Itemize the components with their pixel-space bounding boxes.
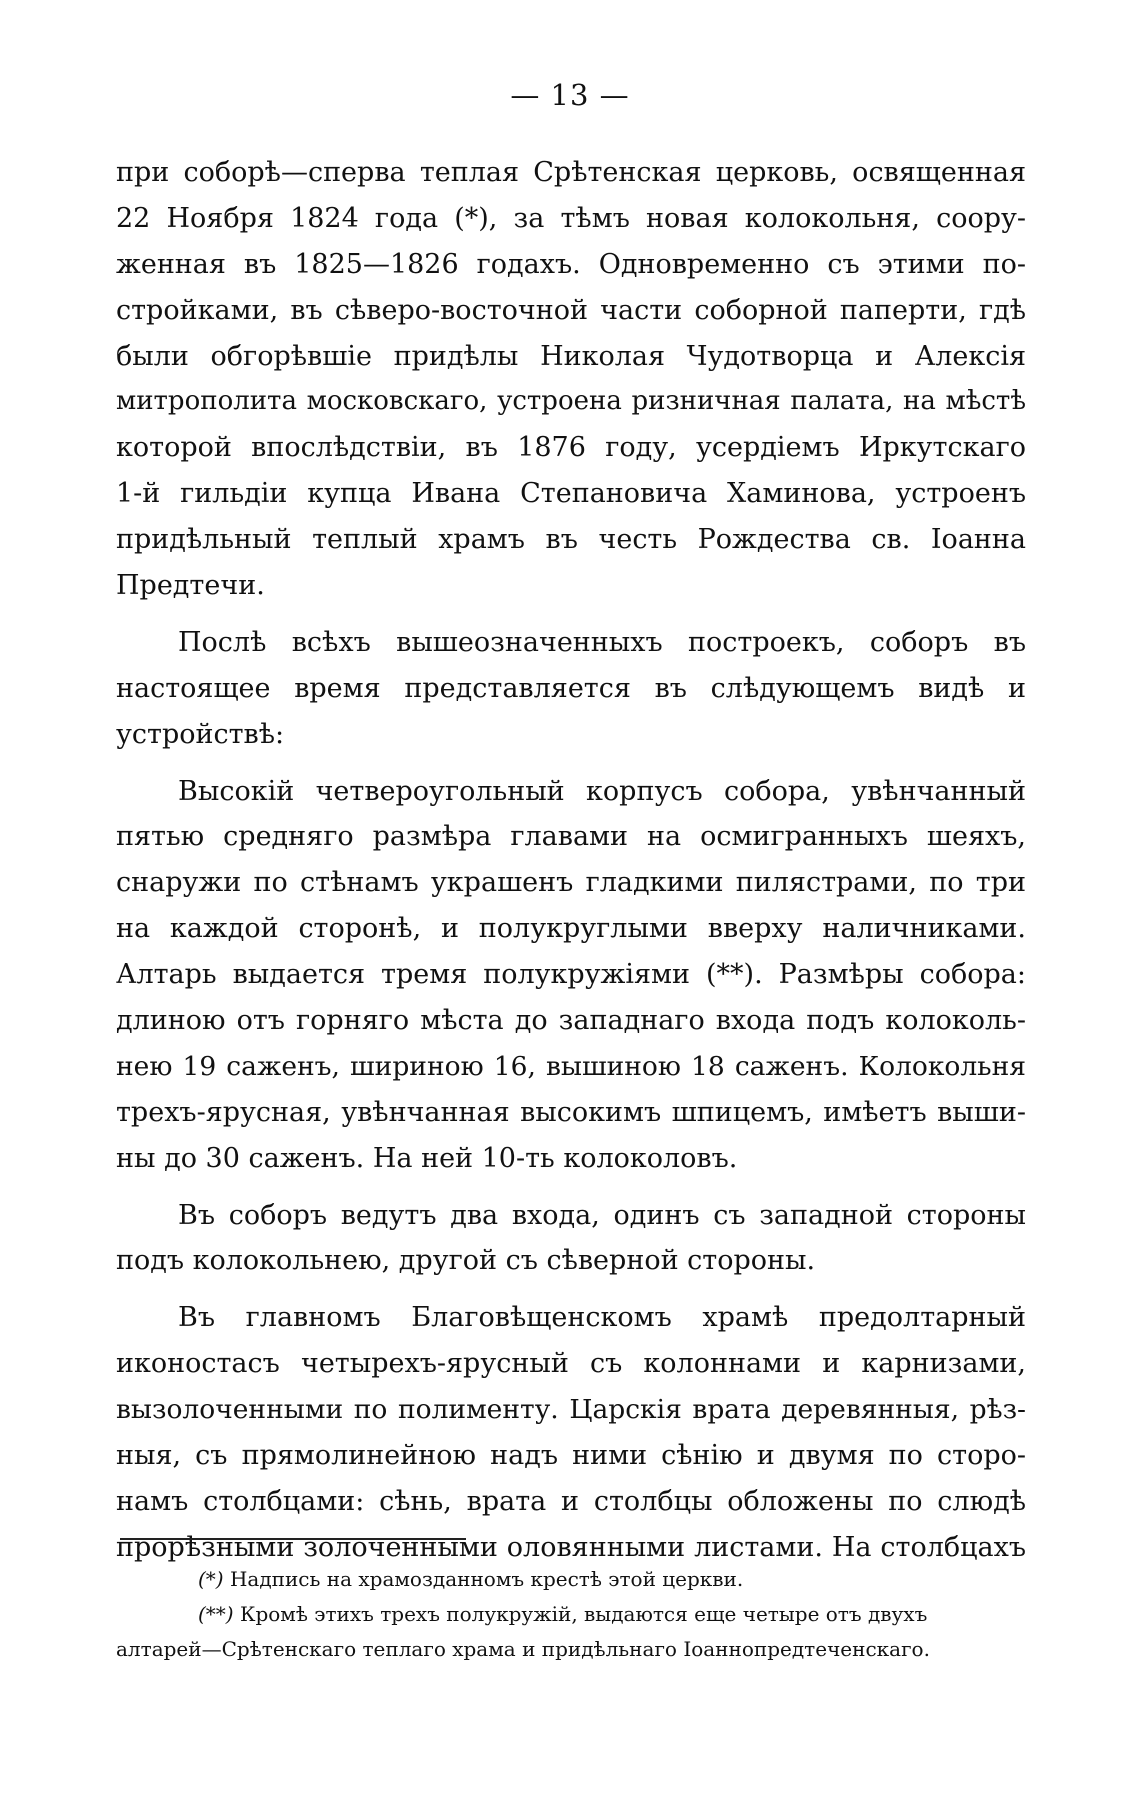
footnotes <box>116 1562 1026 1667</box>
text-line: пятью средняго размѣра главами на осмигранныхъ шеяхъ, <box>116 821 1026 853</box>
text-line: иконостасъ четырехъ-ярусный съ колоннами и карнизами, <box>116 1348 1026 1380</box>
text-line: Въ соборъ ведутъ два входа, одинъ съ западной стороны <box>178 1199 1026 1231</box>
text-line: длиною отъ горняго мѣста до западнаго входа подъ колоколь- <box>116 1005 1026 1037</box>
paragraph-3 <box>116 769 1026 1182</box>
footnote-1 <box>116 1562 1026 1597</box>
text-line: трехъ-ярусная, увѣнчанная высокимъ шпицемъ, имѣетъ выши- <box>116 1096 1026 1128</box>
text-line: были обгорѣвшіе придѣлы Николая Чудотворца и Алексія <box>116 340 1026 372</box>
text-line: Алтарь выдается тремя полукружіями (**). Размѣры собора: <box>116 959 1026 991</box>
text-line: на каждой сторонѣ, и полукруглыми вверху наличниками. <box>116 913 1026 945</box>
text-line: 22 Ноября 1824 года (*), за тѣмъ новая колокольня, соору- <box>116 202 1026 234</box>
text-line: устройствѣ: <box>116 718 285 750</box>
body-text <box>116 150 1026 1571</box>
text-line: настоящее время представляется въ слѣдующемъ видѣ и <box>116 672 1026 704</box>
text-line: митрополита московскаго, устроена ризничная палата, на мѣстѣ <box>116 386 1026 417</box>
text-line: Послѣ всѣхъ вышеозначенныхъ построекъ, соборъ въ <box>178 626 1026 658</box>
paragraph-1 <box>116 150 1026 609</box>
paragraph-5 <box>116 1295 1026 1570</box>
text-line: вызолоченными по полименту. Царскія врата деревянныя, рѣз- <box>116 1394 1026 1426</box>
footnote-line <box>116 1562 1026 1597</box>
footnote-mark: (**) <box>198 1602 234 1626</box>
footnote-2 <box>116 1597 1026 1667</box>
text-line: ны до 30 саженъ. На ней 10-ть колоколовъ. <box>116 1142 738 1174</box>
footnote-divider <box>120 1538 466 1540</box>
paragraph-2 <box>116 620 1026 758</box>
text-line: прорѣзными золоченными оловянными листами. На столбцахъ <box>116 1531 1026 1563</box>
footnote-text: Кромѣ этихъ трехъ полукружій, выдаются еще четыре отъ двухъ <box>239 1602 928 1626</box>
text-line: при соборѣ—сперва теплая Срѣтенская церковь, освященная <box>116 157 1026 188</box>
text-line: ныя, съ прямолинейною надъ ними сѣнію и двумя по сторо- <box>116 1440 1026 1472</box>
footnote-mark: (*) <box>198 1567 224 1591</box>
text-line: подъ колокольнею, другой съ сѣверной стороны. <box>116 1245 816 1277</box>
footnote-line <box>116 1597 1026 1632</box>
text-line: Высокій четвероугольный корпусъ собора, увѣнчанный <box>178 775 1026 807</box>
page-number: — 13 — <box>510 78 630 112</box>
text-line: женная въ 1825—1826 годахъ. Одновременно съ этими по- <box>116 248 1026 280</box>
text-line: намъ столбцами: сѣнь, врата и столбцы обложены по слюдѣ <box>116 1485 1026 1517</box>
text-line: нею 19 саженъ, шириною 16, вышиною 18 саженъ. Колокольня <box>116 1050 1026 1082</box>
text-line: снаружи по стѣнамъ украшенъ гладкими пилястрами, по три <box>116 867 1026 899</box>
text-line: придѣльный теплый храмъ въ честь Рождества св. Іоанна <box>116 524 1026 556</box>
text-line: 1-й гильдіи купца Ивана Степановича Хаминова, устроенъ <box>116 478 1026 510</box>
footnote-line: алтарей—Срѣтенскаго теплаго храма и придѣльнаго Іоаннопредтеченскаго. <box>116 1637 930 1661</box>
text-line: Въ главномъ Благовѣщенскомъ храмѣ предолтарный <box>178 1302 1026 1334</box>
text-line: стройками, въ сѣверо-восточной части соборной паперти, гдѣ <box>116 294 1026 326</box>
text-line: которой впослѣдствіи, въ 1876 году, усердіемъ Иркутскаго <box>116 432 1026 464</box>
text-line: Предтечи. <box>116 570 265 602</box>
paragraph-4 <box>116 1193 1026 1285</box>
footnote-text: Надпись на храмозданномъ крестѣ этой церкви. <box>229 1567 744 1591</box>
